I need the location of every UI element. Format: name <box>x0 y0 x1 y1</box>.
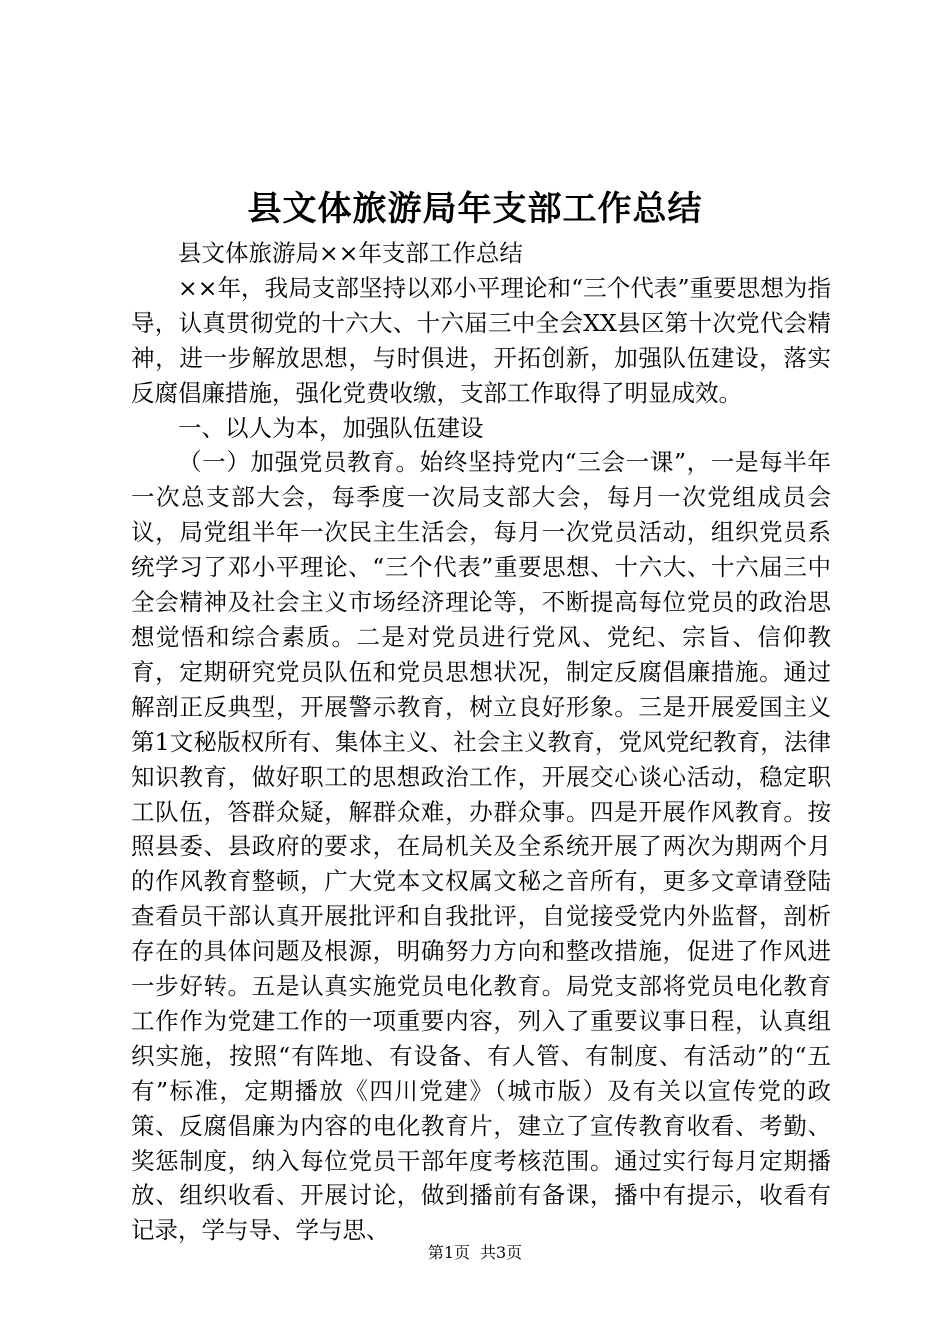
intro-paragraph: ××年，我局支部坚持以邓小平理论和“三个代表”重要思想为指导，认真贯彻党的十六大、十六届三中全会XX县区第十次党代会精神，进一步解放思想，与时俱进，开拓创新，加强队伍建设，落实反腐倡廉措施，强化党费收缴，支部工作取得了明显成效。 <box>131 273 831 407</box>
page-number: 第1页 <box>427 1243 470 1262</box>
page-footer <box>0 1242 950 1264</box>
document-body <box>131 236 831 1248</box>
subtitle-paragraph: 县文体旅游局××年支部工作总结 <box>178 239 523 267</box>
document-title: 县文体旅游局年支部工作总结 <box>247 189 703 229</box>
section-heading: 一、以人为本，加强队伍建设 <box>178 413 484 442</box>
page-total: 共3页 <box>480 1243 523 1262</box>
body-paragraph: （一）加强党员教育。始终坚持党内“三会一课”，一是每半年一次总支部大会，每季度一次局支部大会，每月一次党组成员会议，局党组半年一次民主生活会，每月一次党员活动，组织党员系统学习了邓小平理论、“三个代表”重要思想、十六大、十六届三中全会精神及社会主义市场经济理论等，不断提高每位党员的政治思想觉悟和综合素质。二是对党员进行党风、党纪、宗旨、信仰教育，定期研究党员队伍和党员思想状况，制定反腐倡廉措施。通过解剖正反典型，开展警示教育，树立良好形象。三是开展爱国主义第1文秘版权所有、集体主义、社会主义教育，党风党纪教育，法律知识教育，做好职工的思想政治工作，开展交心谈心活动，稳定职工队伍，答群众疑，解群众难，办群众事。四是开展作风教育。按照县委、县政府的要求，在局机关及全系统开展了两次为期两个月的作风教育整顿，广大党本文权属文秘之音所有，更多文章请登陆查看员干部认真开展批评和自我批评，自觉接受党内外监督，剖析存在的具体问题及根源，明确努力方向和整改措施，促进了作风进一步好转。五是认真实施党员电化教育。局党支部将党员电化教育工作作为党建工作的一项重要内容，列入了重要议事日程，认真组织实施，按照“有阵地、有设备、有人管、有制度、有活动”的“五有”标准，定期播放《四川党建》（城市版）及有关以宣传党的政策、反腐倡廉为内容的电化教育片，建立了宣传教育收看、考勤、奖惩制度，纳入每位党员干部年度考核范围。通过实行每月定期播放、组织收看、开展讨论，做到播前有备课，播中有提示，收看有记录，学与导、学与思、 <box>131 448 831 1245</box>
